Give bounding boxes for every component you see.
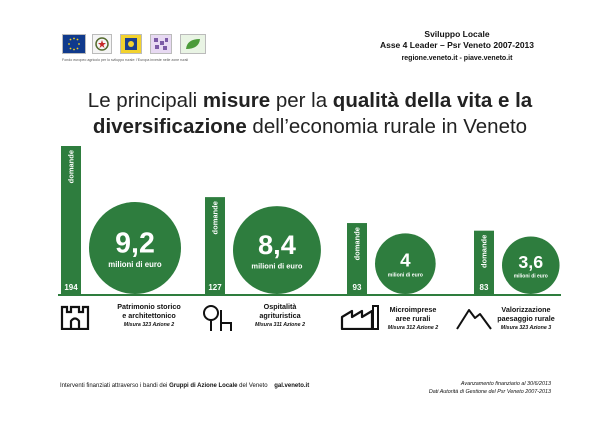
bubble-unit-label: milioni di euro [108,260,162,270]
eu-flag-logo [62,34,86,54]
category-name-line: e architettonico [122,311,176,320]
category-name-line: aree rurali [395,314,431,323]
category-name-line: paesaggio rurale [497,314,555,323]
leader-logo [150,34,172,54]
gal-logo [180,34,206,54]
footer-text: Interventi finanziati attraverso i bandi dei [60,383,170,389]
chart-baseline [58,294,561,296]
category-name [378,305,448,323]
header-line-1: Sviluppo Locale [424,29,490,39]
category-name-line: Ospitalità [263,302,297,311]
category-name-line: Valorizzazione [501,305,551,314]
category-name-line: Microimprese [389,305,437,314]
footer-source-line: Avanzamento finanziario al 30/6/2013 [460,381,551,387]
bubble-unit-label: milioni di euro [387,272,423,279]
italian-republic-emblem-logo [92,34,112,54]
bar-value-label: 83 [479,283,489,292]
bar-value-label: 127 [208,283,222,292]
page-title [60,88,560,140]
bar-series-label: domande [352,227,362,261]
category-measure: Misura 312 Azione 2 [387,325,439,331]
category-name-line: agrituristica [259,311,301,320]
leader-pattern-icon [151,35,171,53]
title-bold: qualità della vita e la [332,89,533,112]
bubble-value-label: 8,4 [258,229,296,261]
category-name [230,302,330,320]
castle-tower-icon [60,304,90,330]
bubble-value-label: 4 [400,249,411,271]
factory-icon [340,304,382,330]
bubble-value-label: 3,6 [518,251,544,272]
eu-stars-icon [63,35,85,53]
bar-series-label: domande [210,201,220,235]
bubble-unit-label: milioni di euro [513,273,548,280]
bubble-unit-label: milioni di euro [251,261,303,271]
category-name [486,305,566,323]
leaf-icon [181,35,205,53]
logo-strip [62,34,212,58]
footer-note [60,383,309,389]
bar-value-label: 93 [352,283,362,292]
header-info [367,29,547,65]
footer-link[interactable]: gal.veneto.it [274,383,310,389]
bar-series-label: domande [479,234,489,269]
category-measure: Misura 311 Azione 2 [254,322,306,328]
footer-source [429,380,551,396]
lion-emblem-icon [121,35,141,53]
footer-text-bold: Gruppi di Azione Locale [169,383,238,389]
title-bold: misure [202,89,271,112]
header-websites[interactable]: regione.veneto.it - piave.veneto.it [401,55,513,62]
category-measure: Misura 323 Azione 3 [500,325,552,331]
title-bold: diversificazione [92,115,247,138]
footer-text: del Veneto [237,383,268,389]
logo-caption: Fondo europeo agricolo per lo sviluppo rurale: l'Europa investe nelle zone rurali [62,58,189,62]
category-name-line: Patrimonio storico [117,302,181,311]
star-emblem-icon [93,35,111,53]
category-name [94,302,204,320]
regione-veneto-logo [120,34,142,54]
bar-series-label: domande [66,150,76,184]
header-line-2: Asse 4 Leader – Psr Veneto 2007-2013 [379,40,535,50]
title-text: dell’economia rurale in Veneto [246,115,528,138]
measures-chart [0,135,611,295]
category-measure: Misura 323 Azione 2 [123,322,175,328]
footer-source-line: Dati Autorità di Gestione del Psr Veneto 2007-2013 [428,389,551,395]
bar-value-label: 194 [64,283,78,292]
bubble-value-label: 9,2 [115,227,155,260]
title-text: Le principali [87,89,203,112]
title-text: per la [270,89,333,112]
